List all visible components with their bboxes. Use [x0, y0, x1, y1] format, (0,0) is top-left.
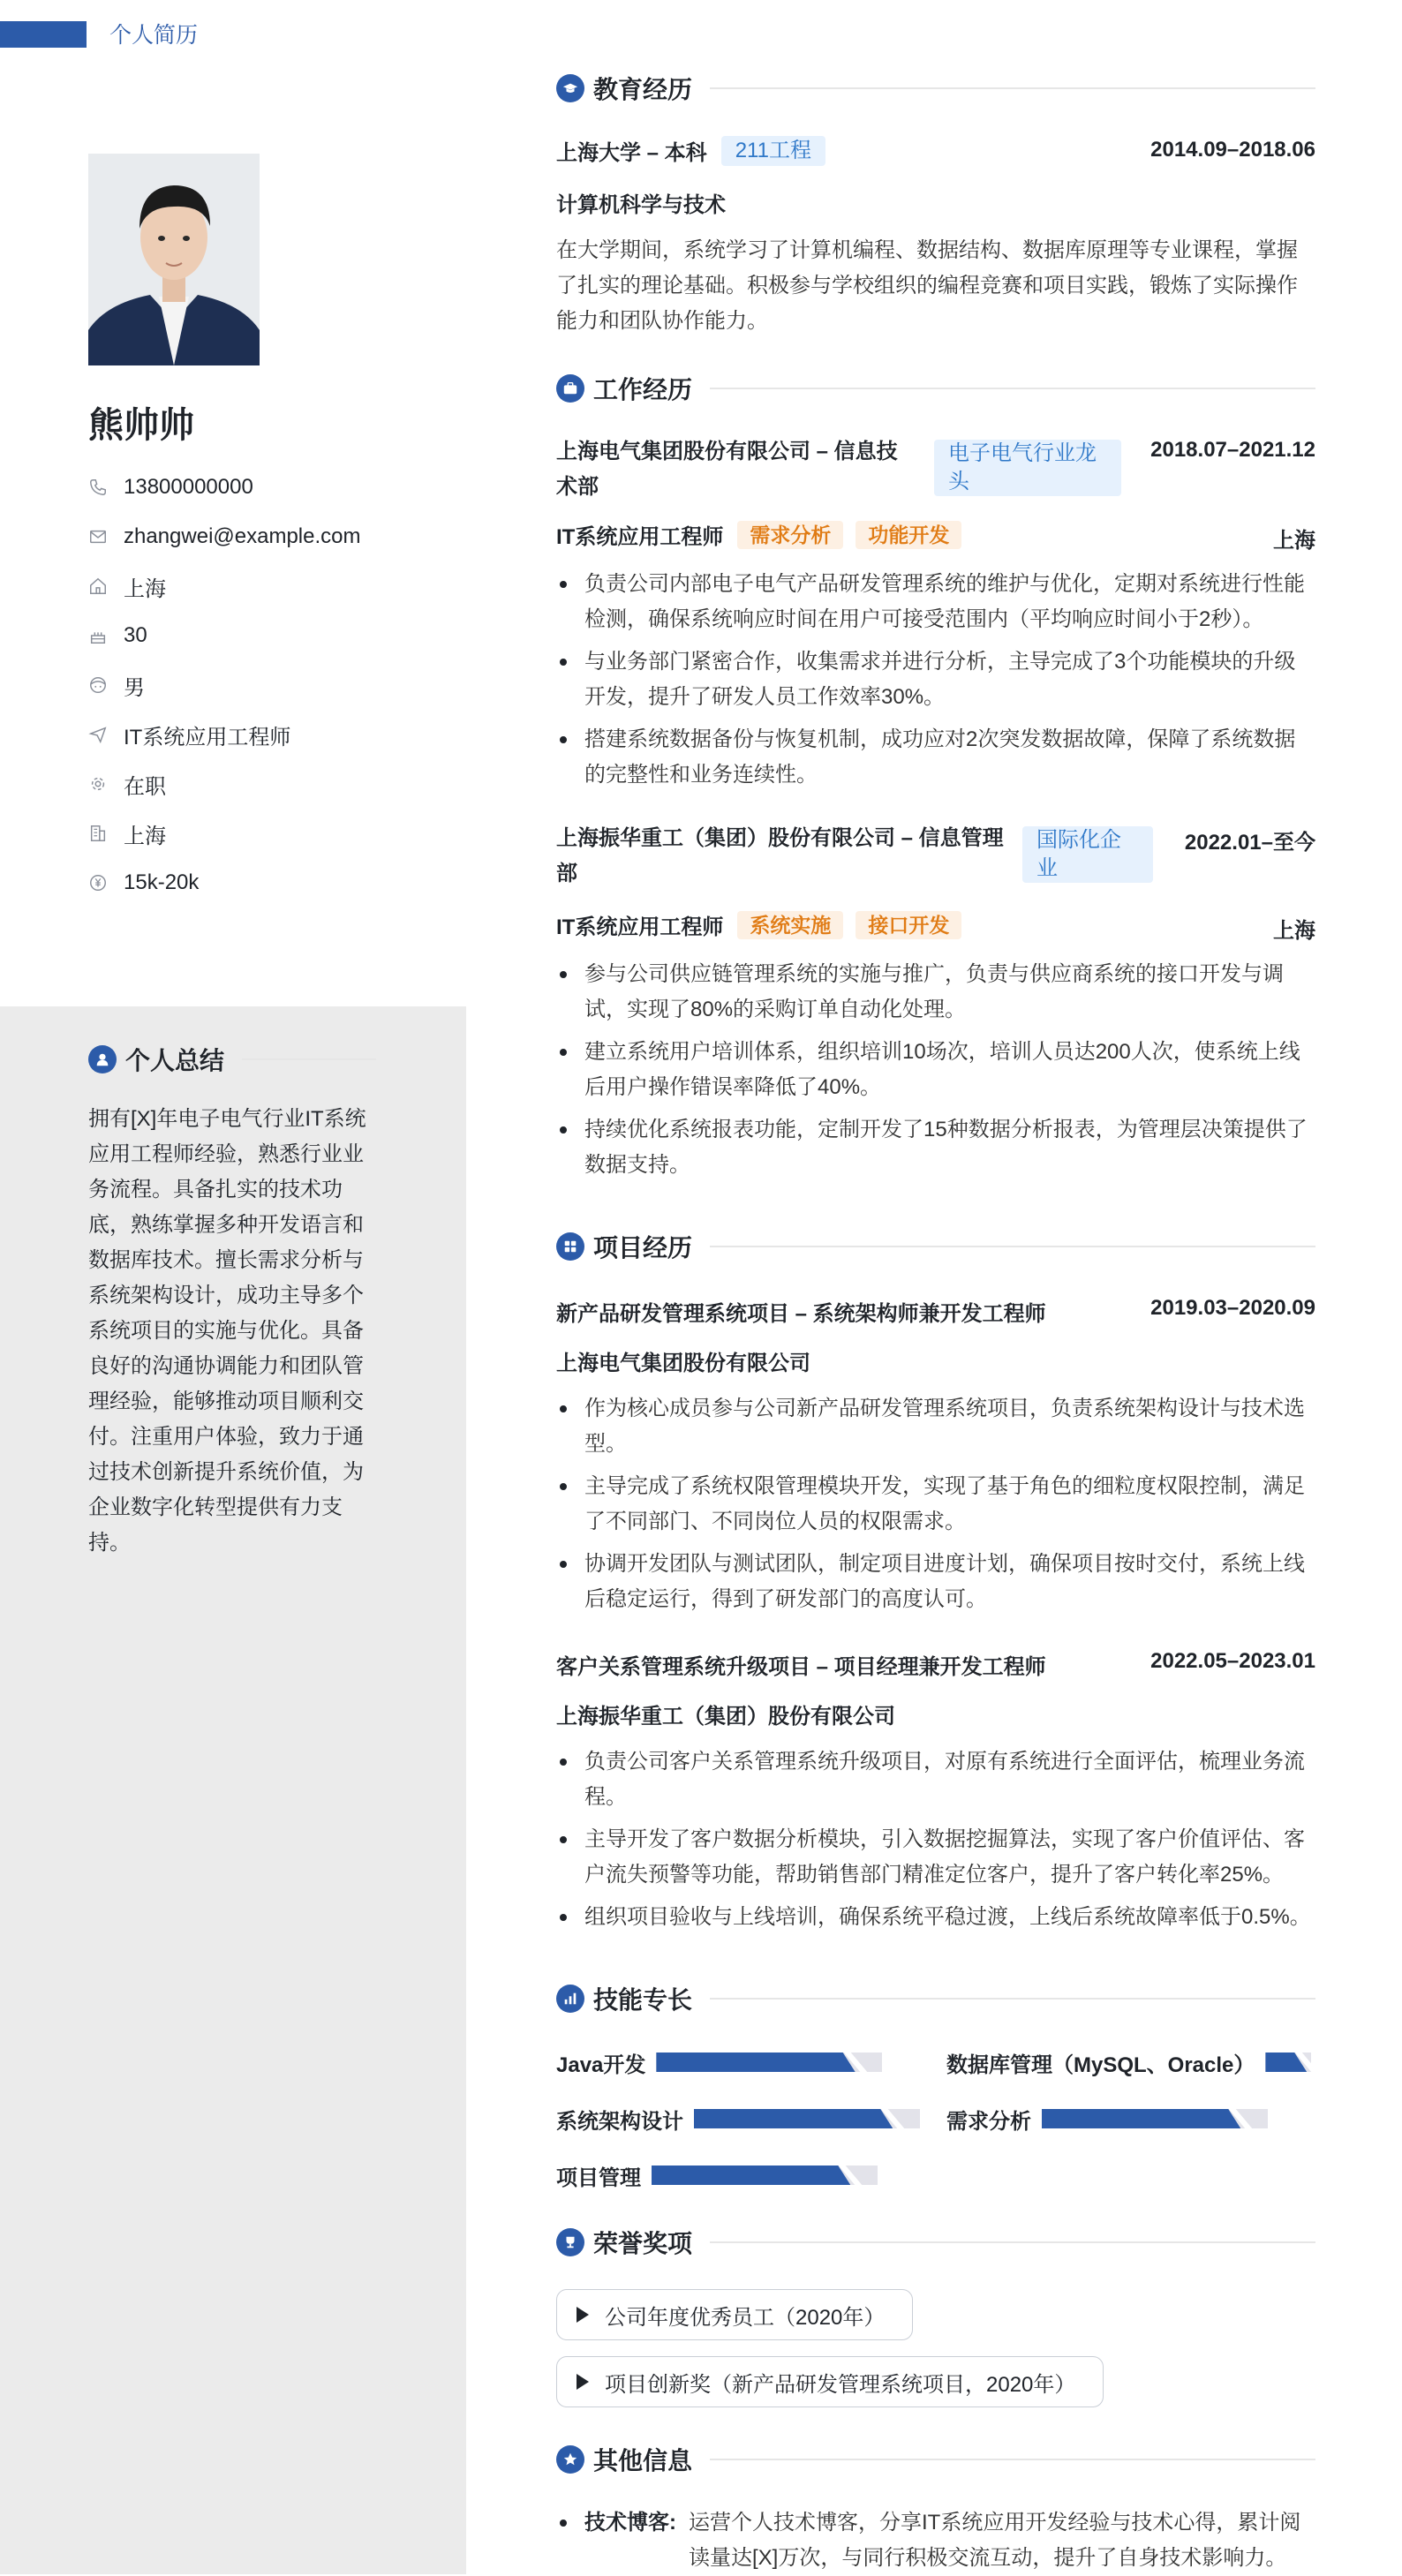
skill-name: 需求分析 — [946, 2109, 1031, 2134]
phone-icon — [88, 478, 108, 497]
status-icon — [88, 774, 108, 794]
other-title — [556, 2440, 1315, 2479]
skill-name: 系统架构设计 — [556, 2109, 683, 2134]
header-accent-bar — [0, 21, 87, 48]
education-title — [556, 69, 1315, 108]
education-desc: 在大学期间，系统学习了计算机编程、数据结构、数据库原理等专业课程，掌握了扎实的理论基础。积极参与学校组织的编程竞赛和项目实践，锻炼了实际操作能力和团队协作能力。 — [556, 238, 1298, 333]
summary-title — [88, 1040, 376, 1079]
list-item: 主导开发了客户数据分析模块，引入数据挖掘算法，实现了客户价值评估、客户流失预警等功能，帮助销售部门精准定位客户，提升了客户转化率25%。 — [556, 1822, 1315, 1893]
info-email — [88, 519, 361, 554]
project2-company: 上海振华重工（集团）股份有限公司 — [556, 1705, 895, 1729]
job1-skill-tag: 功能开发 — [856, 521, 961, 549]
info-position — [88, 717, 290, 752]
award-text: 项目创新奖（新产品研发管理系统项目，2020年） — [605, 2372, 1076, 2397]
job2-role: IT系统应用工程师 — [556, 915, 724, 939]
candidate-name: 熊帅帅 — [88, 406, 194, 445]
list-item: 协调开发团队与测试团队，制定项目进度计划，确保项目按时交付，系统上线后稳定运行，得到了研发部门的高度认可。 — [556, 1547, 1315, 1617]
project1-date: 2019.03–2020.09 — [1150, 1296, 1315, 1320]
projects-title — [556, 1227, 1315, 1266]
job2-skill-tag: 接口开发 — [856, 911, 961, 939]
salary-value: 15k-20k — [124, 870, 200, 894]
job2-role-row — [556, 909, 961, 940]
skill-bar — [694, 2109, 920, 2128]
info-salary — [88, 865, 199, 900]
work-title — [556, 369, 1315, 408]
skills-title-text: 技能专长 — [593, 1986, 693, 2014]
project1-name: 新产品研发管理系统项目 – 系统架构师兼开发工程师 — [556, 1302, 1046, 1326]
list-item: 参与公司供应链管理系统的实施与推广，负责与供应商系统的接口开发与调试，实现了80%的采购订单自动化处理。 — [556, 957, 1315, 1028]
age-icon — [88, 626, 108, 645]
skill-item — [556, 2159, 878, 2191]
job2-tag: 国际化企业 — [1022, 826, 1153, 883]
grid-icon — [556, 1232, 584, 1261]
summary-title-text: 个人总结 — [125, 1047, 225, 1074]
education-school: 上海大学 – 本科 — [556, 141, 707, 165]
list-item: 负责公司内部电子电气产品研发管理系统的维护与优化，定期对系统进行性能检测，确保系统响应时间在用户可接受范围内（平均响应时间小于2秒）。 — [556, 567, 1315, 637]
send-icon — [88, 725, 108, 744]
graduation-cap-icon — [556, 74, 584, 102]
trophy-icon — [556, 2228, 584, 2256]
project2-date: 2022.05–2023.01 — [1150, 1649, 1315, 1673]
triangle-right-icon — [577, 2374, 589, 2390]
skill-name: 项目管理 — [556, 2165, 641, 2190]
salary-icon — [88, 873, 108, 893]
skill-bar — [1265, 2053, 1311, 2072]
gender-icon — [88, 675, 108, 695]
other-item — [556, 2505, 1315, 2576]
header-label: 个人简历 — [109, 23, 199, 48]
job1-date: 2018.07–2021.12 — [1150, 438, 1315, 462]
skill-bar — [656, 2053, 882, 2072]
education-date: 2014.09–2018.06 — [1150, 138, 1315, 162]
status-value: 在职 — [124, 774, 166, 799]
award-item[interactable] — [556, 2356, 1104, 2407]
job1-company: 上海电气集团股份有限公司 – 信息技术部 — [556, 440, 898, 499]
award-text: 公司年度优秀员工（2020年） — [605, 2305, 886, 2330]
list-item: 与业务部门紧密合作，收集需求并进行分析，主导完成了3个功能模块的升级开发，提升了研发人员工作效率30%。 — [556, 644, 1315, 715]
list-item: 主导完成了系统权限管理模块开发，实现了基于角色的细粒度权限控制，满足了不同部门、不同岗位人员的权限需求。 — [556, 1469, 1315, 1540]
skill-item — [556, 2103, 920, 2135]
bar-chart-icon — [556, 1985, 584, 2013]
other-label: 技术博客: — [584, 2511, 676, 2535]
list-item: 负责公司客户关系管理系统升级项目，对原有系统进行全面评估，梳理业务流程。 — [556, 1744, 1315, 1815]
location-value: 上海 — [124, 576, 166, 601]
summary-text: 拥有[X]年电子电气行业IT系统应用工程师经验，熟悉行业业务流程。具备扎实的技术功底，熟练掌握多种开发语言和数据库技术。擅长需求分析与系统架构设计，成功主导多个系统项目的实施与优化。具备良好的沟通协调能力和团队管理经验，能够推动项目顺利交付。注重用户体验，致力于通过技术创新提升系统价值，为企业数字化转型提供有力支持。 — [88, 1107, 366, 1555]
education-title-text: 教育经历 — [593, 76, 693, 103]
skill-bar — [1042, 2109, 1268, 2128]
job2-bullets — [556, 957, 1315, 1190]
building-icon — [88, 824, 108, 843]
awards-title-text: 荣誉奖项 — [593, 2230, 693, 2257]
list-item: 搭建系统数据备份与恢复机制，成功应对2次突发数据故障，保障了系统数据的完整性和业务连续性。 — [556, 722, 1315, 793]
skill-name: Java开发 — [556, 2053, 646, 2077]
award-item[interactable] — [556, 2289, 913, 2340]
education-major: 计算机科学与技术 — [556, 193, 726, 217]
triangle-right-icon — [577, 2307, 589, 2323]
star-icon — [556, 2445, 584, 2474]
info-phone — [88, 470, 253, 505]
job1-role: IT系统应用工程师 — [556, 525, 724, 549]
skill-item — [946, 2046, 1311, 2078]
list-item: 作为核心成员参与公司新产品研发管理系统项目，负责系统架构设计与技术选型。 — [556, 1391, 1315, 1462]
job2-date: 2022.01–至今 — [1184, 831, 1315, 855]
job1-bullets — [556, 567, 1315, 800]
list-item: 持续优化系统报表功能，定制开发了15种数据分析报表，为管理层决策提供了数据支持。 — [556, 1112, 1315, 1183]
age-value: 30 — [124, 623, 147, 647]
briefcase-icon — [556, 374, 584, 403]
job2-city: 上海 — [1273, 919, 1315, 943]
info-location — [88, 569, 166, 604]
info-age — [88, 618, 147, 653]
education-tag: 211工程 — [721, 136, 825, 166]
email-value: zhangwei@example.com — [124, 524, 361, 548]
skills-title — [556, 1979, 1315, 2018]
gender-value: 男 — [124, 675, 145, 700]
awards-title — [556, 2223, 1315, 2262]
skill-bar — [652, 2165, 878, 2185]
work-title-text: 工作经历 — [593, 376, 693, 403]
info-gender — [88, 667, 145, 703]
skill-name: 数据库管理（MySQL、Oracle） — [946, 2053, 1255, 2077]
job2-company: 上海振华重工（集团）股份有限公司 – 信息管理部 — [556, 826, 1004, 885]
skill-item — [946, 2103, 1268, 2135]
job2-skill-tag: 系统实施 — [737, 911, 843, 939]
project1-company: 上海电气集团股份有限公司 — [556, 1352, 810, 1375]
info-status — [88, 766, 166, 802]
project2-name: 客户关系管理系统升级项目 – 项目经理兼开发工程师 — [556, 1655, 1046, 1679]
job1-city: 上海 — [1273, 529, 1315, 553]
other-title-text: 其他信息 — [593, 2447, 693, 2474]
skill-item — [556, 2046, 882, 2078]
job1-role-row — [556, 519, 961, 550]
home-icon — [88, 576, 108, 596]
project2-bullets — [556, 1744, 1315, 1942]
user-icon — [88, 1045, 117, 1073]
position-value: IT系统应用工程师 — [124, 725, 291, 749]
list-item: 建立系统用户培训体系，组织培训10场次，培训人员达200人次，使系统上线后用户操作错误率降低了40%。 — [556, 1035, 1315, 1105]
info-city — [88, 816, 166, 851]
job1-skill-tag: 需求分析 — [737, 521, 843, 549]
avatar — [88, 154, 260, 365]
job1-tag: 电子电气行业龙头 — [934, 440, 1121, 496]
phone-value: 13800000000 — [124, 475, 253, 499]
city-value: 上海 — [124, 824, 166, 848]
other-text: 运营个人技术博客，分享IT系统应用开发经验与技术心得，累计阅读量达[X]万次，与同行积极交流互动，提升了自身技术影响力。 — [689, 2511, 1301, 2570]
bullet-dot — [560, 2520, 567, 2527]
projects-title-text: 项目经历 — [593, 1234, 693, 1262]
list-item: 组织项目验收与上线培训，确保系统平稳过渡，上线后系统故障率低于0.5%。 — [556, 1900, 1315, 1935]
mail-icon — [88, 527, 108, 546]
education-school-row — [556, 135, 825, 166]
project1-bullets — [556, 1391, 1315, 1624]
